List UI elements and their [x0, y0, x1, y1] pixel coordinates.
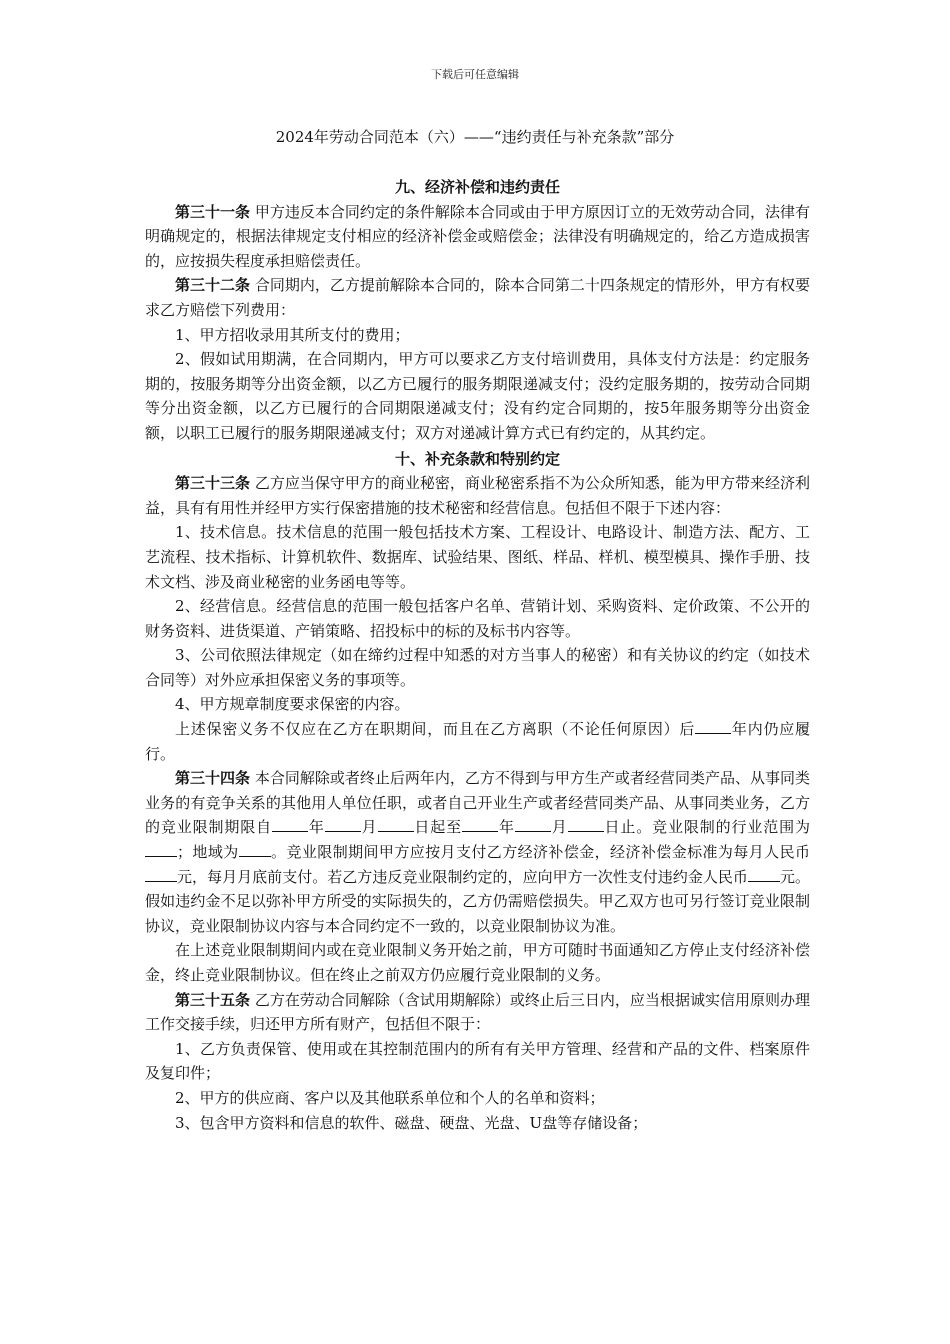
fill-blank[interactable] — [748, 866, 780, 882]
page-header: 下载后可任意编辑 — [431, 68, 519, 81]
fill-blank[interactable] — [272, 816, 308, 832]
document-title: 2024年劳动合同范本（六）——“违约责任与补充条款”部分 — [275, 128, 675, 146]
section-heading-10: 十、补充条款和特别约定 — [394, 449, 560, 468]
list-item: 4、甲方规章制度要求保密的内容。 — [175, 695, 410, 714]
list-item: 2、甲方的供应商、客户以及其他联系单位和个人的名单和资料； — [175, 1088, 605, 1107]
fill-blank[interactable] — [695, 718, 731, 734]
article-label: 第三十二条 — [175, 276, 251, 295]
article-label: 第三十三条 — [175, 474, 251, 493]
article-33: 第三十三条 乙方应当保守甲方的商业秘密，商业秘密系指不为公众所知悉，能为甲方带来经济利益，具有有用性并经甲方实行保密措施的技术秘密和经营信息。包括但不限于下述内容： — [145, 474, 810, 517]
list-item: 1、乙方负责保管、使用或在其控制范围内的所有有关甲方管理、经营和产品的文件、档案原件及复印件； — [145, 1039, 810, 1083]
fill-blank[interactable] — [239, 841, 271, 857]
article-31: 第三十一条 甲方违反本合同约定的条件解除本合同或由于甲方原因订立的无效劳动合同，法律有明确规定的，根据法律规定支付相应的经济补偿金或赔偿金；法律没有明确规定的，给乙方造成损害的，应按损失程度承担赔偿责任。 — [145, 202, 810, 270]
fill-blank[interactable] — [568, 816, 604, 832]
fill-blank[interactable] — [145, 841, 177, 857]
article-34: 第三十四条 本合同解除或者终止后两年内，乙方不得到与甲方生产或者经营同类产品、从事同类业务的有竞争关系的其他用人单位任职，或者自己开业生产或者经营同类产品、从事同类业务，乙方的竞业限制期限自 年 月 日起至 年 月 日止。竞业限制的行业范围为；地域为 。竞业限制期间甲方应按月支付乙方经济补偿金，经济补偿金标准为每月人民币元，每月月底前支付。若乙方违反竞业限制约定的，应向甲方一次性支付违约金人民币 元。假如违约金不足以弥补甲方所受的实际损失的，乙方仍需赔偿损失。甲乙双方也可另行签订竞业限制协议，竞业限制协议内容与本合同约定不一致的，以竞业限制协议为准。 — [145, 769, 810, 935]
document-body — [145, 174, 810, 1135]
list-item: 1、甲方招收录用其所支付的费用； — [175, 325, 410, 344]
article-label: 第三十四条 — [175, 769, 251, 788]
list-item: 3、公司依照法律规定（如在缔约过程中知悉的对方当事人的秘密）和有关协议的约定（如技术合同等）对外应承担保密义务的事项等。 — [145, 646, 810, 689]
fill-blank[interactable] — [145, 866, 177, 882]
article-32: 第三十二条 合同期内，乙方提前解除本合同的，除本合同第二十四条规定的情形外，甲方有权要求乙方赔偿下列费用： — [145, 276, 810, 319]
confidentiality-duration: 上述保密义务不仅应在乙方在职期间，而且在乙方离职（不论任何原因）后 年内仍应履行。 — [145, 720, 810, 763]
fill-blank[interactable] — [325, 816, 361, 832]
article-35: 第三十五条 乙方在劳动合同解除（含试用期解除）或终止后三日内，应当根据诚实信用原则办理工作交接手续，归还甲方所有财产，包括但不限于： — [145, 990, 810, 1034]
article-label: 第三十一条 — [175, 202, 251, 221]
list-item: 3、包含甲方资料和信息的软件、磁盘、硬盘、光盘、U盘等存储设备； — [175, 1113, 648, 1132]
fill-blank[interactable] — [515, 816, 551, 832]
list-item: 2、经营信息。经营信息的范围一般包括客户名单、营销计划、采购资料、定价政策、不公开的财务资料、进货渠道、产销策略、招投标中的标的及标书内容等。 — [145, 597, 810, 640]
list-item: 2、假如试用期满，在合同期内，甲方可以要求乙方支付培训费用，具体支付方法是：约定服务期的，按服务期等分出资金额，以乙方已履行的服务期限递减支付；没约定服务期的，按劳动合同期等分出资金额，以乙方已履行的合同期限递减支付；没有约定合同期的，按5年服务期等分出资金额，以职工已履行的服务期限递减支付；双方对递减计算方式已有约定的，从其约定。 — [145, 350, 810, 442]
section-heading-9: 九、经济补偿和违约责任 — [394, 178, 560, 196]
article-label: 第三十五条 — [175, 990, 251, 1009]
list-item: 1、技术信息。技术信息的范围一般包括技术方案、工程设计、电路设计、制造方法、配方、工艺流程、技术指标、计算机软件、数据库、试验结果、图纸、样品、样机、模型模具、操作手册、技术文档、涉及商业秘密的业务函电等等。 — [145, 523, 810, 591]
article-34-para2: 在上述竞业限制期间内或在竞业限制义务开始之前，甲方可随时书面通知乙方停止支付经济补偿金，终止竞业限制协议。但在终止之前双方仍应履行竞业限制的义务。 — [145, 941, 810, 984]
fill-blank[interactable] — [378, 816, 414, 832]
fill-blank[interactable] — [462, 816, 498, 832]
